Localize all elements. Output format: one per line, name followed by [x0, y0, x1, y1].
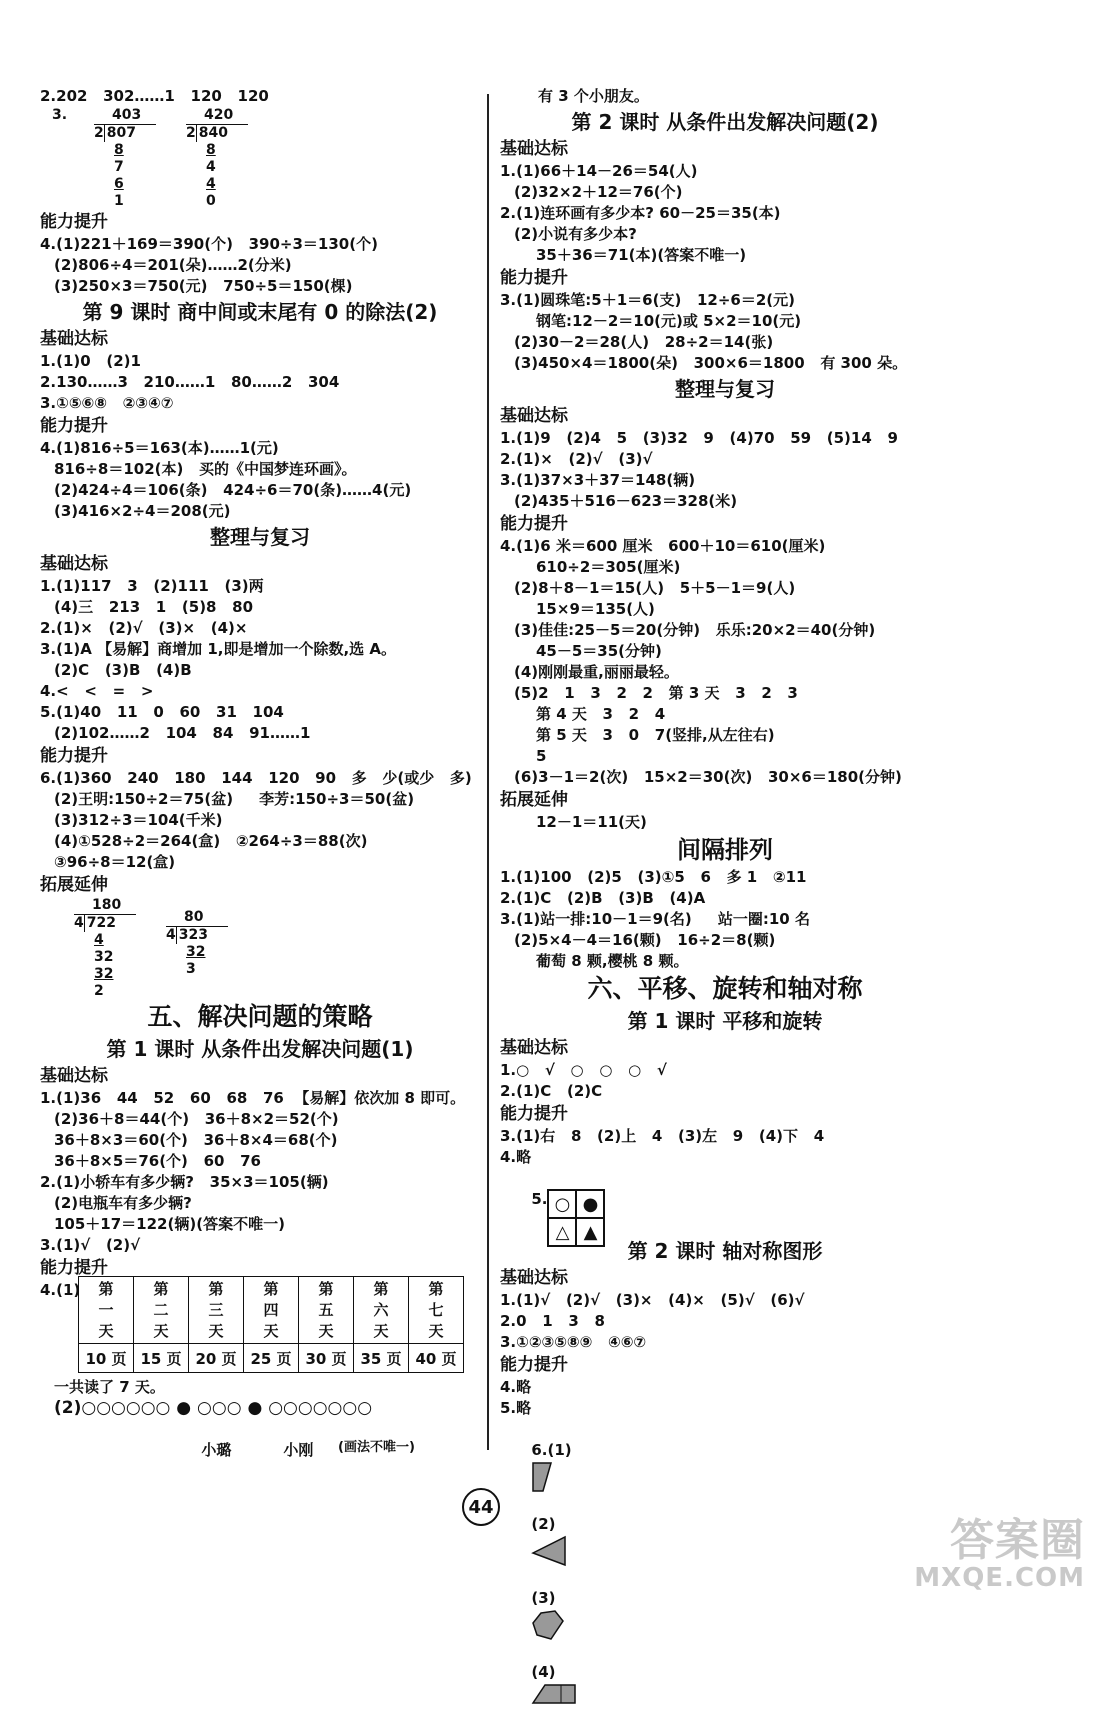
- drawing-note: (画法不唯一): [338, 1440, 415, 1455]
- item-label: (3): [531, 1589, 556, 1607]
- triangle-outline-icon: △: [548, 1218, 576, 1246]
- review-title: 整理与复习: [210, 525, 310, 549]
- answer-line: 1.(1)100 (2)5 (3)①5 6 多 1 ②11: [500, 868, 807, 886]
- long-division: [94, 107, 160, 210]
- answer-line: 3.(1)√ (2)√: [40, 1236, 141, 1254]
- answer-line: 36＋8×3＝60(个) 36＋8×4＝68(个): [54, 1131, 338, 1149]
- column-divider: [487, 94, 489, 1450]
- watermark-url: MXQE.COM: [914, 1563, 1085, 1593]
- answer-line: (2)小说有多少本?: [514, 225, 637, 243]
- divisor: 2: [186, 125, 196, 141]
- answer-line: 钢笔:12－2＝10(元)或 5×2＝10(元): [536, 312, 802, 330]
- answer-line: 3.(1)A 【易解】商增加 1,即是增加一个除数,选 A。: [40, 640, 397, 658]
- pages-cell: 20 页: [189, 1344, 244, 1373]
- answer-line: (2)5×4－4＝16(颗) 16÷2＝8(颗): [514, 931, 776, 949]
- circle-outline-icon: ○: [548, 1190, 576, 1218]
- trapezoid-half-icon: [531, 1461, 553, 1493]
- quotient: 420: [186, 107, 248, 125]
- section-heading: 基础达标: [40, 1066, 108, 1086]
- answer-line: 2.202 302……1 120 120: [40, 87, 269, 105]
- section-heading: 能力提升: [500, 1355, 568, 1375]
- answer-line: 1.(1)0 (2)1: [40, 352, 141, 370]
- step: 8: [114, 142, 124, 158]
- answer-line: 36＋8×5＝76(个) 60 76: [54, 1152, 261, 1170]
- answer-line: 12－1＝11(天): [536, 813, 647, 831]
- answer-line: 4.(1)816÷5＝163(本)……1(元): [40, 439, 279, 457]
- answer-line: 6.(1)360 240 180 144 120 90 多 少(或少 多): [40, 769, 472, 787]
- section-heading: 基础达标: [500, 406, 568, 426]
- long-division-set: [40, 107, 480, 210]
- section-heading: 基础达标: [500, 1038, 568, 1058]
- answer-line: 1.(1)√ (2)√ (3)× (4)× (5)√ (6)√: [500, 1291, 805, 1309]
- item-label: (2): [531, 1515, 556, 1533]
- answer-line: 45－5＝35(分钟): [536, 642, 662, 660]
- answer-line: 3.①⑤⑥⑧ ②③④⑦: [40, 394, 174, 412]
- answer-line: 816÷8＝102(本) 买的《中国梦连环画》。: [54, 460, 357, 478]
- item-label: 5.: [531, 1190, 548, 1208]
- answer-line: 5: [536, 747, 547, 765]
- section-heading: 能力提升: [40, 212, 108, 232]
- answer-line: 1.○ √ ○ ○ ○ √: [500, 1061, 667, 1079]
- quotient: 180: [74, 897, 136, 915]
- lesson-title: 第 1 课时 平移和旋转: [627, 1009, 823, 1033]
- answer-line: 2.(1)C (2)B (3)B (4)A: [500, 889, 706, 907]
- answer-line: (2)30－2＝28(人) 28÷2＝14(张): [514, 333, 774, 351]
- section-heading: 基础达标: [500, 1268, 568, 1288]
- right-column: [500, 86, 950, 1681]
- day-cell: 第 二 天: [134, 1277, 189, 1344]
- section-heading: 能力提升: [500, 1104, 568, 1124]
- answer-line: 1.(1)9 (2)4 5 (3)32 9 (4)70 59 (5)14 9: [500, 429, 898, 447]
- section-heading: 基础达标: [40, 554, 108, 574]
- answer-line: 2.(1)× (2)√ (3)√: [500, 450, 653, 468]
- answer-line: (3)佳佳:25－5＝20(分钟) 乐乐:20×2＝40(分钟): [514, 621, 876, 639]
- section-heading: 能力提升: [40, 416, 108, 436]
- answer-line: ③96÷8＝12(盒): [54, 853, 176, 871]
- step: 4: [94, 932, 104, 948]
- answer-line: 2.0 1 3 8: [500, 1312, 605, 1330]
- lesson-title: 第 2 课时 轴对称图形: [627, 1239, 823, 1263]
- pages-cell: 10 页: [79, 1344, 134, 1373]
- long-division: [186, 107, 252, 210]
- answer-line: (4)刚刚最重,丽丽最轻。: [514, 663, 679, 681]
- answer-line: (2)电瓶车有多少辆?: [54, 1194, 192, 1212]
- item-label: (4): [531, 1663, 556, 1681]
- answer-line: (4)①528÷2＝264(盒) ②264÷3＝88(次): [54, 832, 368, 850]
- answer-line: 105＋17＝122(辆)(答案不唯一): [54, 1215, 285, 1233]
- section-heading: 能力提升: [500, 268, 568, 288]
- step: 32: [94, 949, 114, 965]
- day-cell: 第 七 天: [409, 1277, 464, 1344]
- shape-grid: [547, 1189, 605, 1247]
- answer-line: (2)806÷4＝201(朵)……2(分米): [54, 256, 292, 274]
- day-cell: 第 四 天: [244, 1277, 299, 1344]
- hexagon-half-icon: [531, 1609, 565, 1641]
- triangle-filled-icon: ▲: [576, 1218, 604, 1246]
- dividend: 840: [196, 125, 228, 142]
- answer-line: (2)32×2＋12＝76(个): [514, 183, 683, 201]
- answer-line: 4.略: [500, 1148, 532, 1166]
- answer-line: 2.130……3 210……1 80……2 304: [40, 373, 340, 391]
- days-row: [79, 1277, 464, 1344]
- answer-line: [500, 1168, 950, 1243]
- answer-line: (6)3－1＝2(次) 15×2＝30(次) 30×6＝180(分钟): [514, 768, 902, 786]
- answer-line: 3.(1)圆珠笔:5＋1＝6(支) 12÷6＝2(元): [500, 291, 795, 309]
- step: 8: [206, 142, 216, 158]
- watermark-logo: [914, 1515, 1085, 1593]
- answer-line: (3)450×4＝1800(朵) 300×6＝1800 有 300 朵。: [514, 354, 908, 372]
- answer-line: 35＋36＝71(本)(答案不唯一): [536, 246, 747, 264]
- step: 4: [206, 176, 216, 192]
- name-label: 小刚: [283, 1441, 314, 1459]
- answer-line: 1.(1)66＋14－26＝54(人): [500, 162, 698, 180]
- answer-line: 有 3 个小朋友。: [538, 87, 649, 105]
- long-division-set: [40, 897, 480, 1000]
- pages-cell: 25 页: [244, 1344, 299, 1373]
- answer-line: (3)312÷3＝104(千米): [54, 811, 223, 829]
- answer-line: 一共读了 7 天。: [54, 1378, 165, 1396]
- answer-line: 5.略: [500, 1399, 532, 1417]
- triangle-half-icon: [531, 1535, 567, 1567]
- answer-line: (2)435＋516－623＝328(米): [514, 492, 738, 510]
- answer-line: 4.(1)6 米＝600 厘米 600＋10＝610(厘米): [500, 537, 826, 555]
- left-column: 2.202 302……1 120 120 3. 403 2 807 8 7 6 1 420 2 840 8 4 4 0 能力提升 4.(1)221＋169＝390(个) 390÷3＝130(个) (2)806÷4＝201(朵)……2(分米) (3)250×3＝750(元) 750÷5＝150(棵) 第 9 课时 商中间或末尾有 0 的除法(2) 基础达标 1.(1)0 (2)1 2.130……3 210……1 80……2 304 3.①⑤⑥⑧ ②③④⑦ 能力提升 4.(1)816÷5＝163(本)……1(元) 816÷8＝102(本) 买的《中国梦连环画》。 (2)424÷4＝106(条) 424÷6＝70(条)……4(元) (3)416×2÷4＝208(元) 整理与复习 基础达标 1.(1)117 3 (2)111 (3)两 (4)三 213 1 (5)8 80 2.(1)× (2)√ (3)× (4)× 3.(1)A 【易解】商增加 1,即是增加一个除数,选 A。 (2)C (3)B (4)B 4.< < = > 5.(1)40 11 0 60 31 104 (2)102……2 104 84 91……1 能力提升 6.(1)360 240 180 144 120 90 多 少(或少 多) (2)王明:150÷2＝75(盆) 李芳:150÷3＝50(盆) (3)312÷3＝104(千米) (4)①528÷2＝264(盒) ②264÷3＝88(次) ③96÷8＝12(盒) 拓展延伸 180 4 722 4 32 32 2 80 4 323 32 3 五、解决问题的策略 第 1 课时 从条件出发解决问题(1) 基础达标 1.(1)36 44 52 60 68 76 【易解】依次加 8 即可。 (2)36＋8＝44(个) 36＋8×2＝52(个) 36＋8×3＝60(个) 36＋8×4＝68(个) 36＋8×5＝76(个) 60 76 2.(1)小轿车有多少辆? 35×3＝105(辆) (2)电瓶车有多少辆? 105＋17＝122(辆)(答案不唯一) 3.(1)√ (2)√ 能力提升 4.(1) 第 一 天 第 二 天 第 三 天 第 四 天 第 五 天 第 六 天 第 七 天 10 页 15 页 20 页 25 页 30 页 35 页 40 页 一共读了 7 天。 (2)○○○○○○ ● ○○○ ● ○○○○○○○ 小璐 小刚: [40, 86, 480, 1482]
- remainder: 1: [114, 193, 124, 209]
- answer-line: 2.(1)× (2)√ (3)× (4)×: [40, 619, 248, 637]
- answer-line: 5.(1)40 11 0 60 31 104: [40, 703, 284, 721]
- step: 6: [114, 176, 124, 192]
- section-heading: 能力提升: [40, 1258, 108, 1278]
- step: 32: [186, 944, 206, 960]
- pages-row: [79, 1344, 464, 1373]
- quotient: 403: [94, 107, 156, 125]
- pages-cell: 35 页: [354, 1344, 409, 1373]
- answer-line: (2)王明:150÷2＝75(盆) 李芳:150÷3＝50(盆): [54, 790, 415, 808]
- step: 4: [206, 159, 216, 175]
- answer-line: 3.①②③⑤⑧⑨ ④⑥⑦: [500, 1333, 647, 1351]
- answer-line: (5)2 1 3 2 2 第 3 天 3 2 3: [514, 684, 798, 702]
- step: 7: [114, 159, 124, 175]
- unit-title: 六、平移、旋转和轴对称: [587, 974, 863, 1003]
- divisor: 4: [166, 927, 176, 943]
- review-title: 整理与复习: [675, 377, 775, 401]
- answer-line: (3)250×3＝750(元) 750÷5＝150(棵): [54, 277, 353, 295]
- pages-cell: 40 页: [409, 1344, 464, 1373]
- day-cell: 第 六 天: [354, 1277, 409, 1344]
- quotient: 80: [166, 909, 228, 927]
- long-division: [166, 909, 232, 1000]
- answer-line: (4)三 213 1 (5)8 80: [54, 598, 254, 616]
- answer-line: (2)8＋8－1＝15(人) 5＋5－1＝9(人): [514, 579, 796, 597]
- pages-cell: 30 页: [299, 1344, 354, 1373]
- remainder: 3: [186, 961, 196, 977]
- lesson-title: 第 1 课时 从条件出发解决问题(1): [106, 1037, 414, 1061]
- step: 32: [94, 966, 114, 982]
- dividend: 323: [176, 927, 208, 944]
- long-division: [74, 897, 140, 1000]
- answer-line: 3.(1)站一排:10－1＝9(名) 站一圈:10 名: [500, 910, 810, 928]
- answer-line: 第 4 天 3 2 4: [536, 705, 666, 723]
- day-cell: 第 一 天: [79, 1277, 134, 1344]
- parallelogram-half-icon: [531, 1683, 577, 1705]
- dividend: 722: [84, 915, 116, 932]
- answer-line: 2.(1)连环画有多少本? 60－25＝35(本): [500, 204, 781, 222]
- name-label: 小璐: [201, 1441, 232, 1459]
- section-heading: 基础达标: [500, 139, 568, 159]
- answer-line: (3)416×2÷4＝208(元): [54, 502, 231, 520]
- answer-line: 1.(1)117 3 (2)111 (3)两: [40, 577, 264, 595]
- section-heading: 能力提升: [40, 746, 108, 766]
- section-heading: 基础达标: [40, 329, 108, 349]
- section-title: 间隔排列: [677, 836, 773, 864]
- answer-line: (2)C (3)B (4)B: [54, 661, 192, 679]
- unit-title: 五、解决问题的策略: [147, 1002, 373, 1031]
- answer-line: 1.(1)36 44 52 60 68 76 【易解】依次加 8 即可。: [40, 1089, 466, 1107]
- answer-line: 2.(1)小轿车有多少辆? 35×3＝105(辆): [40, 1173, 329, 1191]
- answer-line: 4.< < = >: [40, 682, 154, 700]
- lesson-title: 第 9 课时 商中间或末尾有 0 的除法(2): [82, 300, 438, 324]
- answer-line: (2)36＋8＝44(个) 36＋8×2＝52(个): [54, 1110, 339, 1128]
- item-label: 3.: [52, 107, 68, 123]
- page-number: 44: [462, 1488, 500, 1526]
- answer-line: 4.略: [500, 1378, 532, 1396]
- reading-table: [78, 1276, 464, 1373]
- lesson-title: 第 2 课时 从条件出发解决问题(2): [571, 110, 879, 134]
- section-heading: 拓展延伸: [500, 790, 568, 810]
- answer-line: 3.(1)右 8 (2)上 4 (3)左 9 (4)下 4: [500, 1127, 825, 1145]
- section-heading: 能力提升: [500, 514, 568, 534]
- circle-filled-icon: ●: [576, 1190, 604, 1218]
- circle-sequence: (2)○○○○○○ ● ○○○ ● ○○○○○○○: [54, 1398, 373, 1418]
- symmetry-shapes: [500, 1419, 950, 1681]
- watermark-text: 答案圈: [950, 1515, 1085, 1566]
- answer-line: 610÷2＝305(厘米): [536, 558, 681, 576]
- divisor: 4: [74, 915, 84, 931]
- section-heading: 拓展延伸: [40, 875, 108, 895]
- item-label: 6.(1): [531, 1441, 572, 1459]
- remainder: 2: [94, 983, 104, 999]
- answer-line: 第 5 天 3 0 7(竖排,从左往右): [536, 726, 775, 744]
- day-cell: 第 五 天: [299, 1277, 354, 1344]
- answer-line: 葡萄 8 颗,樱桃 8 颗。: [536, 952, 689, 970]
- answer-line: 2.(1)C (2)C: [500, 1082, 603, 1100]
- day-cell: 第 三 天: [189, 1277, 244, 1344]
- answer-line: (2)424÷4＝106(条) 424÷6＝70(条)……4(元): [54, 481, 412, 499]
- remainder: 0: [206, 193, 216, 209]
- dividend: 807: [104, 125, 136, 142]
- answer-line: (2)102……2 104 84 91……1: [54, 724, 311, 742]
- divisor: 2: [94, 125, 104, 141]
- answer-line: 15×9＝135(人): [536, 600, 655, 618]
- pages-cell: 15 页: [134, 1344, 189, 1373]
- answer-line: 4.(1)221＋169＝390(个) 390÷3＝130(个): [40, 235, 378, 253]
- answer-line: 3.(1)37×3＋37＝148(辆): [500, 471, 696, 489]
